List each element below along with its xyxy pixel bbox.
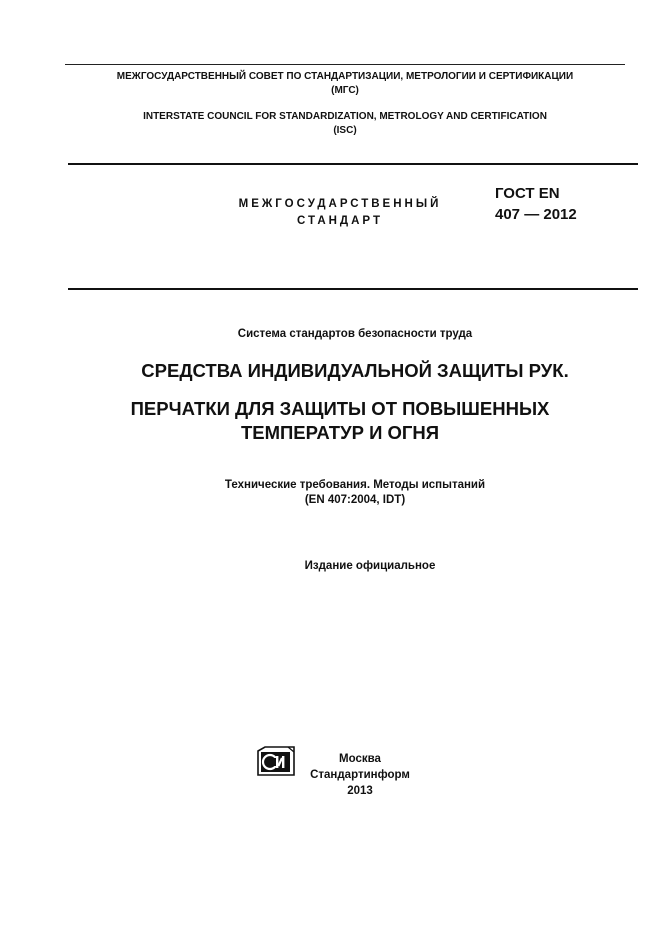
council-ru-abbrev: (МГС) bbox=[331, 85, 359, 96]
council-en-abbrev: (ISC) bbox=[333, 125, 357, 136]
document-title-line-3: ТЕМПЕРАТУР И ОГНЯ bbox=[240, 422, 440, 443]
publisher-name: Стандартинформ bbox=[310, 769, 410, 781]
document-title-line-1: СРЕДСТВА ИНДИВИДУАЛЬНОЙ ЗАЩИТЫ РУК. bbox=[141, 360, 569, 381]
council-name-english bbox=[60, 110, 630, 138]
standard-type-line-1: МЕЖГОСУДАРСТВЕННЫЙ bbox=[238, 198, 442, 210]
edition-label: Издание официальное bbox=[304, 560, 436, 572]
document-subtitle bbox=[160, 478, 550, 508]
document-title bbox=[60, 397, 620, 445]
publisher-city: Москва bbox=[339, 753, 381, 765]
standards-series: Система стандартов безопасности труда bbox=[237, 328, 473, 340]
standard-block-divider bbox=[68, 288, 638, 290]
standard-type bbox=[225, 196, 455, 230]
standard-type-line-2: СТАНДАРТ bbox=[297, 215, 383, 227]
council-ru-line-1: МЕЖГОСУДАРСТВЕННЫЙ СОВЕТ ПО СТАНДАРТИЗАЦИИ, МЕТРОЛОГИИ И СЕРТИФИКАЦИИ bbox=[116, 71, 574, 82]
standartinform-logo-icon bbox=[256, 746, 296, 776]
header-divider bbox=[68, 163, 638, 165]
standard-code-line-1: ГОСТ EN bbox=[495, 185, 560, 202]
standard-code bbox=[495, 183, 635, 225]
subtitle-line-2: (EN 407:2004, IDT) bbox=[304, 494, 406, 506]
council-en-line-1: INTERSTATE COUNCIL FOR STANDARDIZATION, METROLOGY AND CERTIFICATION bbox=[143, 111, 547, 122]
top-divider bbox=[65, 64, 625, 65]
publication-year: 2013 bbox=[347, 785, 373, 797]
subtitle-line-1: Технические требования. Методы испытаний bbox=[224, 479, 486, 491]
standard-code-line-2: 407 — 2012 bbox=[495, 206, 577, 223]
document-title-line-2: ПЕРЧАТКИ ДЛЯ ЗАЩИТЫ ОТ ПОВЫШЕННЫХ bbox=[130, 398, 550, 419]
publisher-info bbox=[300, 751, 420, 799]
council-name-russian bbox=[60, 70, 630, 98]
